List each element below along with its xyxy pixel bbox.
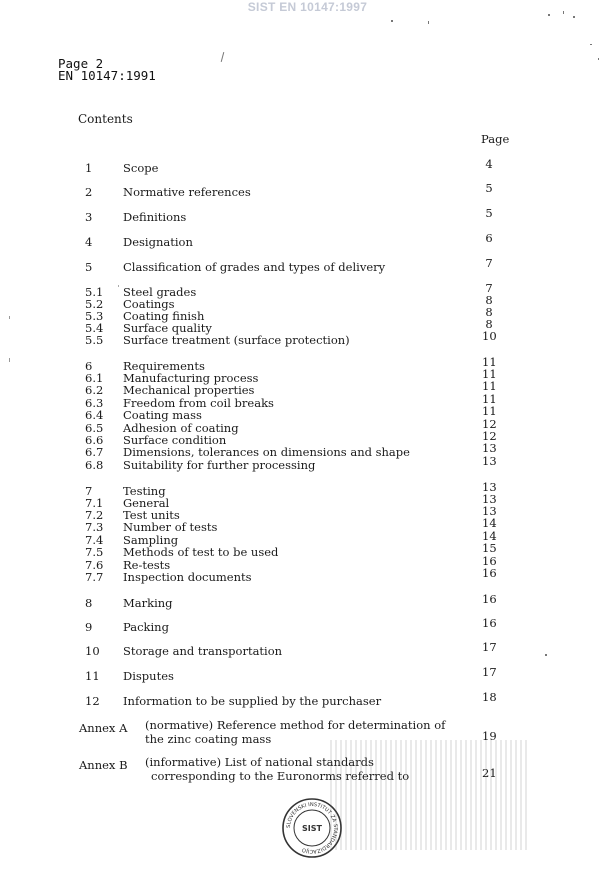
toc-title: Packing <box>123 620 169 634</box>
header-page: Page 2 <box>58 56 104 71</box>
toc-number: 5.4 <box>85 321 104 335</box>
scan-mark <box>118 285 119 287</box>
toc-page: 12 <box>482 429 497 443</box>
toc-title: Definitions <box>123 210 187 224</box>
toc-title: Designation <box>123 235 193 249</box>
toc-title: Freedom from coil breaks <box>123 396 274 410</box>
toc-title: Surface condition <box>123 433 227 447</box>
toc-title: Coating finish <box>123 309 205 323</box>
toc-number: 9 <box>85 620 93 634</box>
scan-mark <box>573 16 575 18</box>
toc-number: 6.5 <box>85 421 104 435</box>
toc-page: 8 <box>485 317 493 331</box>
toc-number: 2 <box>85 185 93 199</box>
toc-number: 6.7 <box>85 445 104 459</box>
toc-number: 7 <box>85 484 93 498</box>
toc-page: 8 <box>485 305 493 319</box>
toc-number: 1 <box>85 161 93 175</box>
annex-page: 19 <box>482 729 497 743</box>
toc-number: 7.7 <box>85 570 104 584</box>
toc-page: 7 <box>485 256 493 270</box>
toc-number: 7.3 <box>85 520 104 534</box>
toc-page: 13 <box>482 492 497 506</box>
scan-mark <box>548 14 550 16</box>
toc-page: 14 <box>482 516 497 530</box>
page-column-heading: Page <box>481 132 510 146</box>
toc-number: 6.1 <box>85 371 104 385</box>
toc-number: 5 <box>85 260 93 274</box>
toc-page: 13 <box>482 454 497 468</box>
toc-title: Requirements <box>123 359 205 373</box>
toc-title: Test units <box>123 508 180 522</box>
toc-page: 16 <box>482 592 497 606</box>
scan-mark <box>590 44 592 45</box>
toc-title: Surface treatment (surface protection) <box>123 333 350 347</box>
toc-title: Disputes <box>123 669 174 683</box>
toc-page: 5 <box>485 206 493 220</box>
toc-page: 16 <box>482 566 497 580</box>
annex-description: (informative) List of national standards corresponding to the Euronorms referred to <box>145 755 410 783</box>
toc-title: Marking <box>123 596 173 610</box>
toc-number: 12 <box>85 694 100 708</box>
scan-mark <box>9 358 10 362</box>
toc-number: 6.6 <box>85 433 104 447</box>
toc-page: 4 <box>485 157 493 171</box>
toc-title: Manufacturing process <box>123 371 259 385</box>
toc-page: 16 <box>482 616 497 630</box>
toc-page: 18 <box>482 690 497 704</box>
toc-page: 11 <box>482 404 497 418</box>
toc-page: 7 <box>485 281 493 295</box>
toc-title: Adhesion of coating <box>123 421 239 435</box>
annex-description: (normative) Reference method for determination of the zinc coating mass <box>145 718 446 746</box>
watermark: SIST EN 10147:1997 <box>247 0 368 14</box>
toc-number: 6 <box>85 359 93 373</box>
toc-number: 7.5 <box>85 545 104 559</box>
toc-title: Storage and transportation <box>123 644 283 658</box>
toc-number: 7.6 <box>85 558 104 572</box>
toc-title: General <box>123 496 170 510</box>
toc-title: Dimensions, tolerances on dimensions and shape <box>123 445 410 459</box>
toc-page: 8 <box>485 293 493 307</box>
scan-mark <box>391 20 393 22</box>
toc-page: 13 <box>482 480 497 494</box>
toc-page: 6 <box>485 231 493 245</box>
toc-number: 6.4 <box>85 408 104 422</box>
toc-page: 11 <box>482 379 497 393</box>
toc-title: Mechanical properties <box>123 383 255 397</box>
faint-stamp-text <box>330 740 530 850</box>
toc-title: Steel grades <box>123 285 197 299</box>
toc-number: 7.4 <box>85 533 104 547</box>
toc-number: 6.2 <box>85 383 104 397</box>
toc-number: 11 <box>85 669 100 683</box>
annex-label: Annex A <box>79 721 128 735</box>
scan-mark <box>598 58 599 60</box>
toc-page: 14 <box>482 529 497 543</box>
toc-page: 17 <box>482 640 497 654</box>
toc-number: 7.1 <box>85 496 104 510</box>
toc-number: 10 <box>85 644 100 658</box>
toc-title: Information to be supplied by the purchaser <box>123 694 382 708</box>
toc-page: 10 <box>482 329 497 343</box>
scan-mark <box>428 21 429 24</box>
toc-title: Testing <box>123 484 166 498</box>
toc-page: 13 <box>482 441 497 455</box>
toc-page: 13 <box>482 504 497 518</box>
toc-title: Suitability for further processing <box>123 458 316 472</box>
toc-number: 3 <box>85 210 93 224</box>
toc-number: 5.3 <box>85 309 104 323</box>
toc-number: 7.2 <box>85 508 104 522</box>
toc-title: Coatings <box>123 297 175 311</box>
toc-title: Methods of test to be used <box>123 545 279 559</box>
svg-text:SIST: SIST <box>302 824 322 833</box>
toc-page: 11 <box>482 392 497 406</box>
toc-title: Classification of grades and types of delivery <box>123 260 386 274</box>
toc-title: Scope <box>123 161 159 175</box>
scan-mark <box>545 654 547 656</box>
toc-title: Re-tests <box>123 558 171 572</box>
annex-page: 21 <box>482 766 497 780</box>
annex-label: Annex B <box>79 758 128 772</box>
header-standard: EN 10147:1991 <box>58 68 156 83</box>
toc-title: Sampling <box>123 533 179 547</box>
toc-number: 4 <box>85 235 93 249</box>
toc-page: 11 <box>482 367 497 381</box>
scan-mark <box>9 316 10 319</box>
svg-text:SLOVENSKI INSTITUT ZA STANDARD: SLOVENSKI INSTITUT ZA STANDARDIZACIJO <box>285 801 339 855</box>
toc-number: 6.3 <box>85 396 104 410</box>
toc-number: 8 <box>85 596 93 610</box>
toc-number: 6.8 <box>85 458 104 472</box>
toc-title: Normative references <box>123 185 251 199</box>
toc-page: 11 <box>482 355 497 369</box>
scan-mark <box>563 11 564 14</box>
toc-page: 12 <box>482 417 497 431</box>
toc-number: 5.1 <box>85 285 104 299</box>
scan-mark <box>221 52 225 62</box>
toc-number: 5.5 <box>85 333 104 347</box>
toc-page: 17 <box>482 665 497 679</box>
toc-title: Inspection documents <box>123 570 252 584</box>
toc-page: 16 <box>482 554 497 568</box>
toc-page: 15 <box>482 541 497 555</box>
toc-title: Surface quality <box>123 321 212 335</box>
toc-title: Number of tests <box>123 520 218 534</box>
contents-heading: Contents <box>78 112 133 126</box>
toc-page: 5 <box>485 181 493 195</box>
toc-number: 5.2 <box>85 297 104 311</box>
toc-title: Coating mass <box>123 408 202 422</box>
